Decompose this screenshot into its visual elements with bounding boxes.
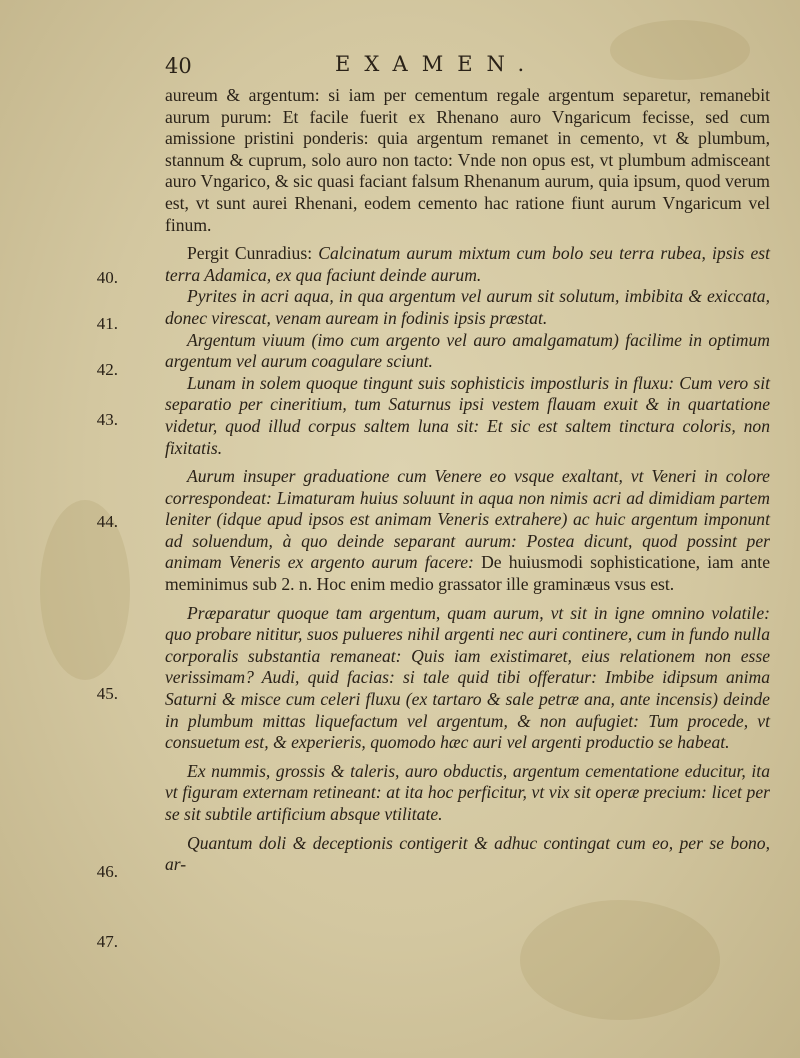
paragraph-45-part-b: Quis iam existimaret, eius relationem non esse verissimam? Audi, quid facias: si tale quid tibi offeratur: Imbibe idipsum anima Saturni & misce cum celeri fluxu (ex tartaro & sale petræ ana, ante incensis) deinde in plumbum mittas liquefactum vel argentum, & non aufugiet: [165, 645, 771, 731]
margin-number: 44. [96, 512, 118, 531]
running-head: EXAMEN. [335, 52, 539, 76]
paragraph-40-text: Calcinatum aurum mixtum cum bolo seu terra rubea, ipsis est terra Adamica, ex qua faciunt deinde aurum. [165, 243, 770, 285]
paragraph-intro: aureum & argentum: si iam per cementum regale argentum separetur, remanebit aurum purum: Et facile fuerit ex Rhenano auro Vngaricum fecisse, sed cum amissione pristini ponderis: quia argentum remanet in cemento, vt & plumbum, stannum & cuprum, solo auro non tacto: Vnde non opus est, vt plumbum admisceant auro Vngarico, & sic quasi faciant falsum Rhenanum aurum, quia ipsum, quod verum est, vt sunt aurei Rhenani, eodem cemento hac ratione fiunt aurum Vngaricum vel finum. [165, 85, 770, 235]
page-header [165, 52, 765, 82]
paragraph-47: Quantum doli & deceptionis contigerit & adhuc contingat cum eo, per se bono, ar- [165, 832, 770, 875]
page-number: 40 [165, 54, 192, 78]
paragraph-42: Argentum viuum (imo cum argento vel auro amalgamatum) facilime in optimum argentum vel aurum coagulare sciunt. [165, 329, 770, 372]
paragraph-44 [165, 466, 770, 596]
paragraph-40 [165, 243, 770, 286]
margin-number: 47. [96, 932, 118, 951]
margin-number: 43. [96, 410, 118, 429]
paragraph-45 [165, 603, 770, 754]
margin-number: 40. [96, 268, 118, 287]
margin-number: 41. [96, 314, 118, 333]
paragraph-40-lead: Pergit Cunradius: [187, 243, 313, 264]
paragraph-44-text: Aurum insuper graduatione cum Venere eo vsque exaltant, vt Veneri in colore correspondeat: Limaturam huius soluunt in aqua non nimis acri ad dimidiam partem leniter (idque apud ipsos est animam Veneris extrahere) ac huic argentum imponunt ad soluendum, à quo deinde separant aurum: Postea dicunt, quod possint per animam Veneris ex argento aurum facere: [165, 466, 770, 573]
paragraph-45-part-a: Præparatur quoque tam argentum, quam aurum, vt sit in igne omnino volatile: quo probare nititur, suos pulueres nihil argenti nec auri continere, cum in fundo nulla corporalis substantia remaneat: [165, 602, 770, 666]
body-text [165, 85, 770, 876]
margin-number: 46. [96, 862, 118, 881]
paragraph-43: Lunam in solem quoque tingunt suis sophisticis impostluris in fluxu: Cum vero sit separatio per cineritium, tum Saturnus ipsi vestem flauam exuit & in quartatione videtur, quod illud corpus saltem luna sit: Et sic est saltem tinctura coloris, non fixitatis. [165, 372, 770, 458]
paragraph-44-note: De huiusmodi sophisticatione, iam ante meminimus sub 2. n. Hoc enim medio grassator ille graminæus vsus est. [165, 552, 771, 595]
margin-number: 42. [96, 360, 118, 379]
paragraph-45-part-c: Tum procede, vt consuetum est, & experieris, quomodo hæc auri vel argenti productio se habeat. [165, 710, 770, 753]
paper-stain [520, 900, 720, 1020]
paragraph-46: Ex nummis, grossis & taleris, auro obductis, argentum cementatione educitur, ita vt figuram externam retineant: at ita hoc perficitur, vt vix sit operæ precium: licet per se sit subtile artificium absque vtilitate. [165, 760, 770, 824]
paragraph-41: Pyrites in acri aqua, in qua argentum vel aurum sit solutum, imbibita & exiccata, donec virescat, venam auream in fodinis ipsis præstat. [165, 286, 770, 328]
margin-number: 45. [96, 684, 118, 703]
margin-numbers [0, 0, 140, 1058]
